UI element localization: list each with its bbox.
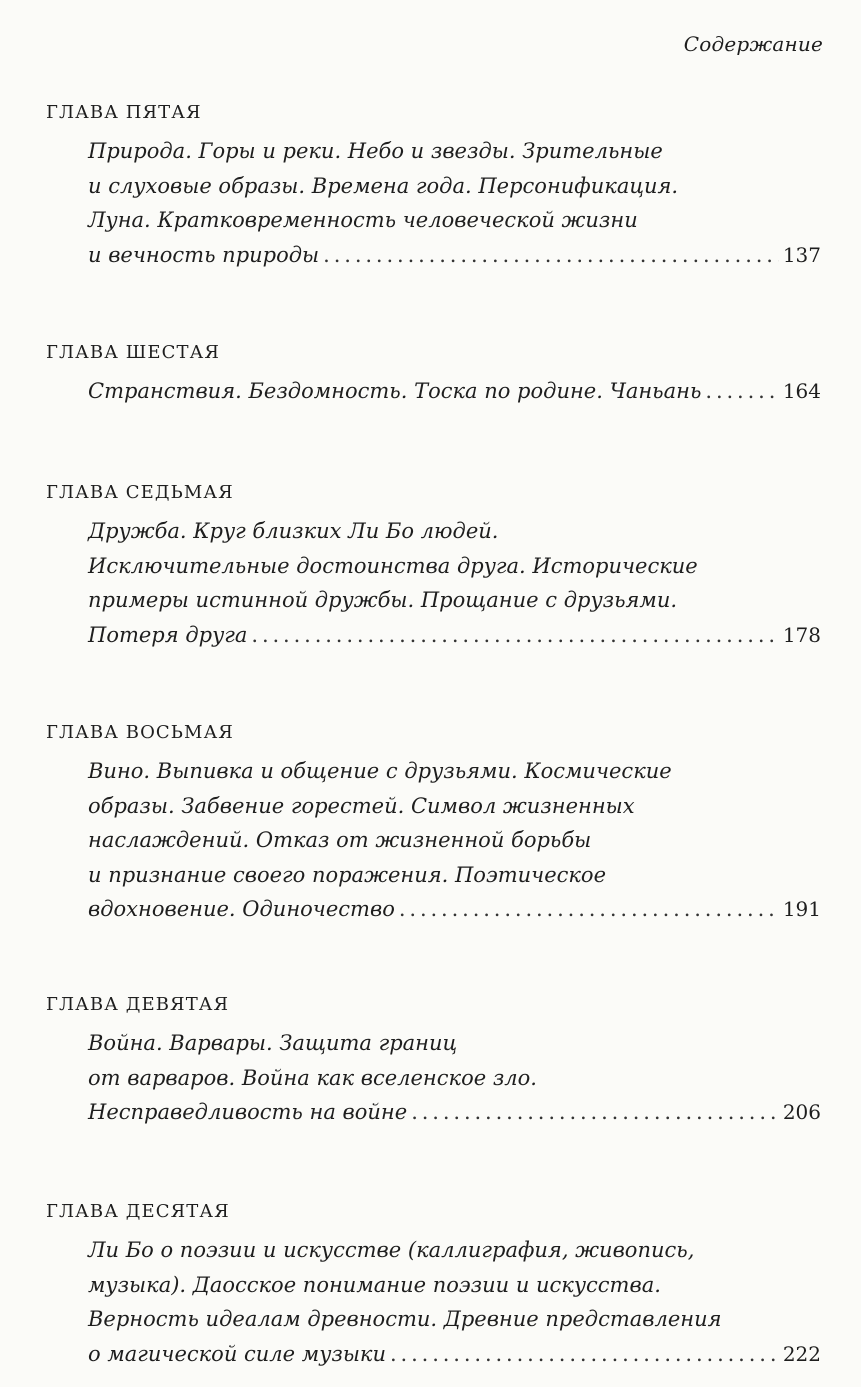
page-number: 178	[782, 622, 821, 647]
summary-line: от варваров. Война как вселенское зло.	[88, 1065, 537, 1090]
summary-line: и вечность природы	[88, 242, 320, 267]
summary-line: Исключительные достоинства друга. Исторические	[88, 553, 698, 578]
dot-leader	[411, 1095, 779, 1130]
page-number: 137	[782, 242, 821, 267]
summary-line: вдохновение. Одиночество	[88, 897, 395, 921]
summary-line: Странствия. Бездомность. Тоска по родине. Чаньань	[88, 379, 702, 403]
page-number: 191	[782, 897, 821, 921]
chapter-title: ГЛАВА ДЕВЯТАЯ	[46, 994, 230, 1015]
toc-chapter	[46, 338, 821, 409]
summary-line: Ли Бо о поэзии и искусстве (каллиграфия, живопись,	[88, 1238, 695, 1262]
chapter-title: ГЛАВА ШЕСТАЯ	[46, 342, 220, 363]
summary-line: Верность идеалам древности. Древние представления	[88, 1307, 722, 1331]
summary-line: Вино. Выпивка и общение с друзьями. Космические	[88, 759, 672, 783]
summary-line: Несправедливость на войне	[88, 1100, 408, 1124]
chapter-summary	[88, 514, 821, 652]
toc-entry-link[interactable]	[88, 618, 821, 653]
dot-leader	[323, 238, 779, 273]
toc-entry-link[interactable]	[88, 374, 821, 409]
page-number: 164	[782, 379, 821, 403]
summary-line: и слуховые образы. Времена года. Персонификация.	[88, 173, 679, 198]
chapter-title: ГЛАВА ДЕСЯТАЯ	[46, 1201, 230, 1222]
summary-line: о магической силе музыки	[88, 1341, 386, 1366]
page-number: 206	[782, 1100, 821, 1124]
toc-chapter	[46, 990, 821, 1130]
toc-entry-link[interactable]	[88, 1095, 821, 1130]
summary-line: примеры истинной дружбы. Прощание с друзьями.	[88, 588, 678, 612]
summary-line: и признание своего поражения. Поэтическое	[88, 862, 607, 887]
chapter-summary	[88, 754, 821, 927]
dot-leader	[251, 618, 778, 653]
summary-line: Луна. Кратковременность человеческой жизни	[88, 208, 638, 232]
summary-line: Природа. Горы и реки. Небо и звезды. Зрительные	[88, 139, 663, 163]
chapter-summary	[88, 1233, 821, 1371]
toc-entry-link[interactable]	[88, 238, 821, 273]
chapter-summary	[88, 134, 821, 272]
dot-leader	[390, 1337, 779, 1372]
summary-line: Война. Варвары. Защита границ	[88, 1031, 458, 1055]
chapter-title: ГЛАВА СЕДЬМАЯ	[46, 482, 234, 503]
chapter-summary	[88, 1026, 821, 1130]
toc-chapter	[46, 718, 821, 927]
toc-chapter	[46, 1197, 821, 1371]
summary-line: Потеря друга	[88, 622, 248, 647]
toc-entry-link[interactable]	[88, 1337, 821, 1372]
toc-entry-link[interactable]	[88, 892, 821, 927]
chapter-title: ГЛАВА ВОСЬМАЯ	[46, 722, 234, 743]
summary-line: музыка). Даосское понимание поэзии и искусства.	[88, 1272, 661, 1297]
dot-leader	[705, 374, 778, 409]
page-number: 222	[782, 1341, 821, 1366]
summary-line: Дружба. Круг близких Ли Бо людей.	[88, 519, 499, 543]
summary-line: образы. Забвение горестей. Символ жизненных	[88, 793, 635, 818]
toc-chapter	[46, 98, 821, 272]
dot-leader	[399, 892, 779, 927]
chapter-title: ГЛАВА ПЯТАЯ	[46, 102, 202, 123]
running-head: Содержание	[683, 32, 823, 56]
toc-chapter	[46, 478, 821, 652]
chapter-summary	[88, 374, 821, 409]
summary-line: наслаждений. Отказ от жизненной борьбы	[88, 828, 592, 852]
